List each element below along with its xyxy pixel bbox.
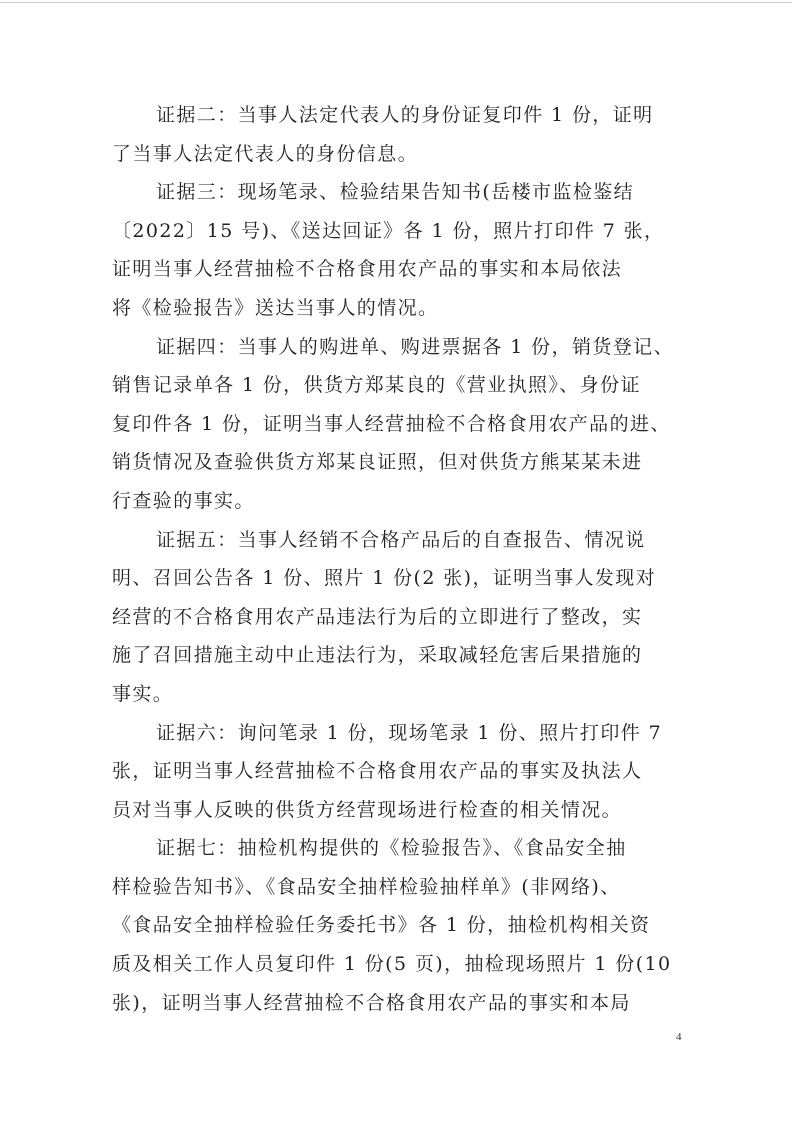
top-border-line	[0, 2, 792, 3]
evidence-2-line-1: 证据二：当事人法定代表人的身份证复印件 1 份，证明	[156, 104, 654, 126]
evidence-7-line-5: 张)，证明当事人经营抽检不合格食用农产品的事实和本局	[112, 991, 631, 1014]
evidence-3-line-2: 〔2022〕15 号)、《送达回证》各 1 份，照片打印件 7 张，	[112, 219, 665, 242]
evidence-4-line-3: 复印件各 1 份，证明当事人经营抽检不合格食用农产品的进、	[112, 412, 671, 435]
evidence-3-line-3: 证明当事人经营抽检不合格食用农产品的事实和本局依法	[112, 258, 623, 281]
evidence-5-line-5: 事实。	[112, 682, 174, 705]
evidence-7-line-4: 质及相关工作人员复印件 1 份(5 页)，抽检现场照片 1 份(10	[112, 953, 672, 976]
evidence-7-line-3: 《食品安全抽样检验任务委托书》各 1 份，抽检机构相关资	[112, 914, 651, 937]
evidence-4-line-2: 销售记录单各 1 份，供货方郑某良的《营业执照》、身份证	[112, 374, 641, 397]
evidence-6-line-1: 证据六：询问笔录 1 份，现场笔录 1 份、照片打印件 7	[156, 721, 663, 744]
evidence-3-line-1: 证据三：现场笔录、检验结果告知书(岳楼市监检鉴结	[156, 181, 635, 204]
evidence-4-line-4: 销货情况及查验供货方郑某良证照，但对供货方熊某某未进	[112, 451, 643, 474]
page-number: 4	[676, 1031, 682, 1043]
evidence-7-line-2: 样检验告知书》、《食品安全抽样检验抽样单》(非网络)、	[112, 875, 621, 898]
document-body	[112, 96, 672, 1022]
evidence-2-line-2: 了当事人法定代表人的身份信息。	[112, 142, 419, 165]
evidence-6-line-3: 员对当事人反映的供货方经营现场进行检查的相关情况。	[112, 798, 623, 821]
evidence-7-line-1: 证据七：抽检机构提供的《检验报告》、《食品安全抽	[156, 837, 627, 860]
evidence-5-line-3: 经营的不合格食用农产品违法行为后的立即进行了整改，实	[112, 605, 643, 628]
evidence-4-line-5: 行查验的事实。	[112, 489, 255, 512]
evidence-5-line-4: 施了召回措施主动中止违法行为，采取减轻危害后果措施的	[112, 644, 643, 667]
evidence-6-line-2: 张，证明当事人经营抽检不合格食用农产品的事实及执法人	[112, 760, 643, 783]
evidence-4-line-1: 证据四：当事人的购进单、购进票据各 1 份，销货登记、	[156, 335, 674, 358]
evidence-5-line-2: 明、召回公告各 1 份、照片 1 份(2 张)，证明当事人发现对	[112, 567, 657, 590]
evidence-5-line-1: 证据五：当事人经销不合格产品后的自查报告、情况说	[156, 528, 646, 551]
evidence-3-line-4: 将《检验报告》送达当事人的情况。	[112, 296, 439, 319]
